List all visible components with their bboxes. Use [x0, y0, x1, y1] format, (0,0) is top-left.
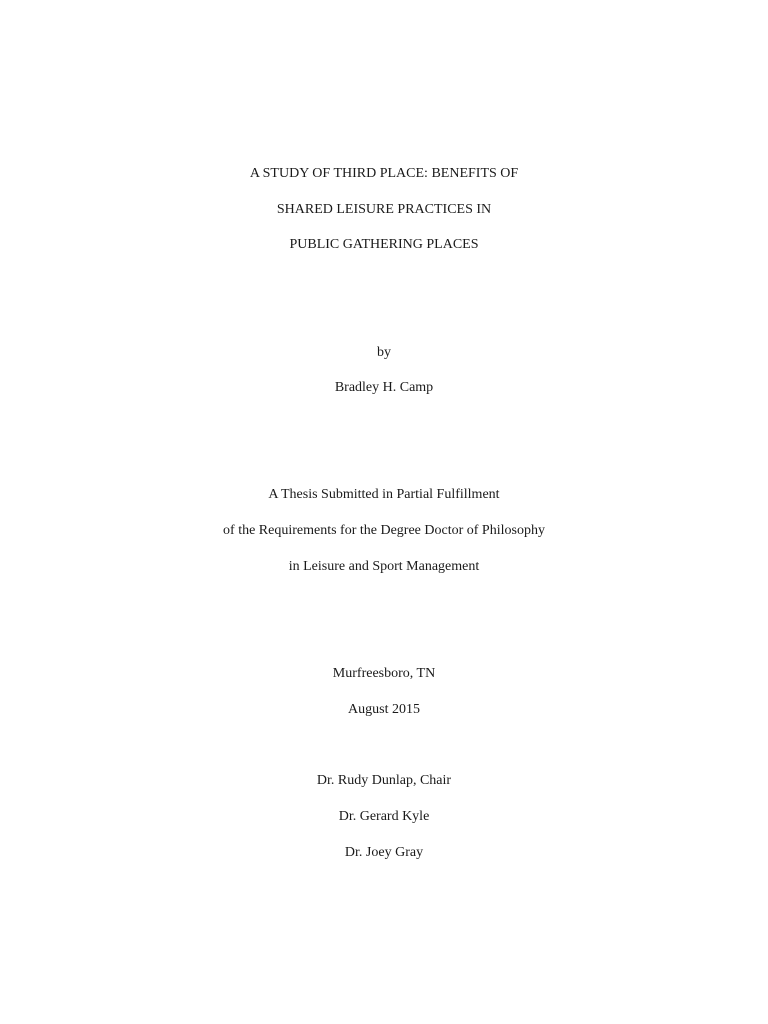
by-label: by	[377, 345, 391, 360]
submission-date: August 2015	[348, 702, 420, 717]
author-name: Bradley H. Camp	[334, 380, 434, 395]
title-line-2: SHARED LEISURE PRACTICES IN	[276, 202, 492, 217]
statement-line-2: of the Requirements for the Degree Doctor of Philosophy	[223, 523, 545, 538]
location: Murfreesboro, TN	[332, 666, 436, 681]
committee-chair: Dr. Rudy Dunlap, Chair	[316, 773, 452, 788]
title-line-3: PUBLIC GATHERING PLACES	[289, 237, 479, 252]
title-line-1: A STUDY OF THIRD PLACE: BENEFITS OF	[249, 166, 519, 181]
committee-member-1: Dr. Gerard Kyle	[338, 809, 430, 824]
committee-member-2: Dr. Joey Gray	[344, 845, 424, 860]
statement-line-1: A Thesis Submitted in Partial Fulfillment	[268, 487, 500, 502]
statement-line-3: in Leisure and Sport Management	[288, 559, 480, 574]
